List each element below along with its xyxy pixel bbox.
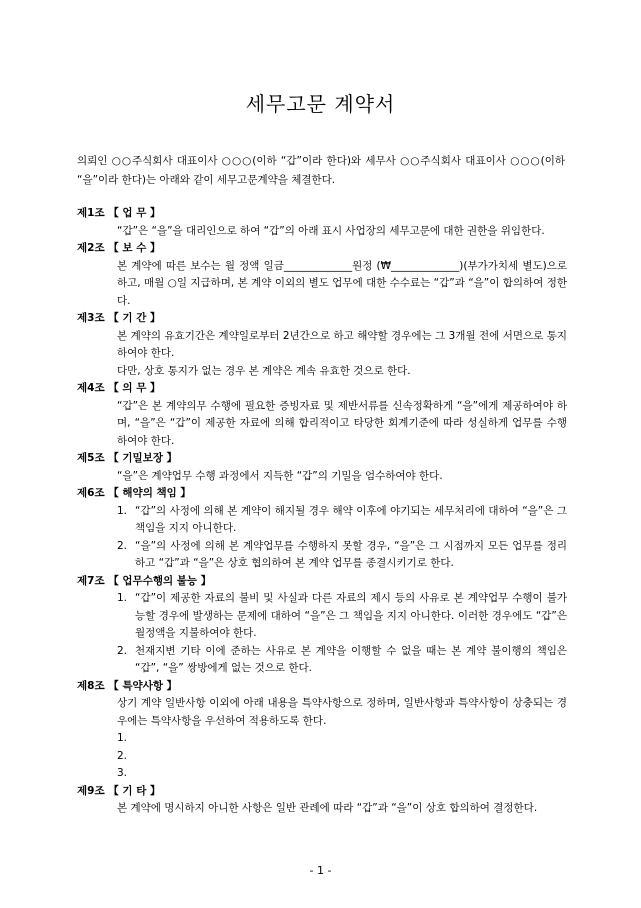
item-text	[135, 748, 567, 766]
article-body	[77, 258, 567, 311]
item-text: “을”의 사정에 의해 본 계약업무를 수행하지 못할 경우, “을”은 그 시점까지 모든 업무를 정리하고 “갑”과 “을”은 상호 협의하여 본 계약 업무를 종결시키기로 한다.	[135, 539, 567, 569]
article	[77, 450, 567, 485]
item-text: “갑”이 제공한 자료의 불비 및 사실과 다른 자료의 제시 등의 사유로 본 계약업무 수행이 불가능할 경우에 발생하는 문제에 대하여 “을”은 그 책임을 지지 아니한다. 이러한 경우에도 “갑”은 월정액을 지불하여야 한다.	[135, 592, 567, 639]
list-item	[117, 748, 567, 766]
article-title: 【 특약사항 】	[108, 679, 178, 692]
article	[77, 240, 567, 310]
article-paragraph: “을”은 계약업무 수행 과정에서 지득한 “갑”의 기밀을 엄수하여야 한다.	[117, 469, 443, 482]
list-item	[117, 503, 567, 538]
list-item	[117, 538, 567, 573]
list-item	[117, 643, 567, 678]
article-title: 【 해약의 책임 】	[108, 487, 191, 499]
article-title: 【 업무수행의 불능 】	[108, 574, 212, 587]
document-title: 세무고문 계약서	[245, 92, 396, 116]
article-number: 제3조	[77, 312, 105, 324]
article-title: 【 의 무 】	[108, 382, 161, 394]
article-heading	[77, 240, 567, 258]
item-number: 1.	[117, 592, 128, 604]
article-paragraph: 본 계약에 따른 보수는 월 정액 일금_____________원정 (₩_____________)(부가가치세 별도)으로 하고, 매월 ○일 지급하며, 본 계약 이외의 별도 업무에 대한 수수료는 “갑”과 “을”이 합의하여 정한다.	[117, 259, 567, 307]
article-body	[77, 590, 567, 678]
article-title: 【 기밀보장 】	[108, 452, 178, 464]
article-title: 【 기 간 】	[108, 312, 161, 324]
item-number: 2.	[117, 644, 128, 657]
article	[77, 573, 567, 678]
article-number: 제1조	[77, 207, 105, 219]
article-body	[77, 398, 567, 451]
article-number: 제9조	[77, 784, 105, 797]
article-body	[77, 800, 567, 818]
item-number: 1.	[117, 732, 128, 744]
item-text: 천재지변 기타 이에 준하는 사유로 본 계약을 이행할 수 없을 때는 본 계약 불이행의 책임은 “갑”, “을” 쌍방에게 없는 것으로 한다.	[135, 644, 567, 674]
article-number: 제6조	[77, 487, 105, 499]
article-heading	[77, 310, 567, 328]
article-title: 【 업 무 】	[108, 207, 161, 219]
item-text	[135, 730, 567, 748]
article-heading	[77, 485, 567, 503]
list-item	[117, 730, 567, 748]
intro-paragraph: 의뢰인 ○○주식회사 대표이사 ○○○(이하 “갑”이라 한다)와 세무사 ○○주식회사 대표이사 ○○○(이하 “을”이라 한다)는 아래와 같이 세무고문계약을 체결한다.	[77, 155, 565, 186]
article-body	[77, 223, 567, 241]
list-item	[117, 765, 567, 783]
article-heading	[77, 678, 567, 696]
article	[77, 678, 567, 783]
article-heading	[77, 573, 567, 591]
item-text	[135, 765, 567, 783]
article-title: 【 보 수 】	[108, 242, 161, 254]
article-number: 제5조	[77, 452, 105, 464]
item-number: 2.	[117, 749, 128, 762]
article	[77, 783, 567, 818]
article-body	[77, 503, 567, 573]
item-text: “갑”의 사정에 의해 본 계약이 해지될 경우 해약 이후에 야기되는 세무처리에 대하여 “을”은 그 책임을 지지 아니한다.	[135, 504, 567, 534]
article-items	[117, 730, 567, 783]
article	[77, 205, 567, 240]
article-body	[77, 328, 567, 381]
list-item	[117, 590, 567, 643]
article-paragraph: 다만, 상호 통지가 없는 경우 본 계약은 계속 유효한 것으로 한다.	[117, 364, 411, 377]
article-items	[117, 503, 567, 573]
article-number: 제4조	[77, 382, 105, 394]
article-paragraph: 상기 계약 일반사항 이외에 아래 내용을 특약사항으로 정하며, 일반사항과 특약사항이 상충되는 경우에는 특약사항을 우선하여 적용하도록 한다.	[117, 697, 567, 727]
item-number: 1.	[117, 504, 128, 517]
article-body	[77, 468, 567, 486]
article-number: 제7조	[77, 574, 105, 587]
article-paragraph: “갑”은 본 계약의무 수행에 필요한 증빙자료 및 제반서류를 신속정확하게 “을”에게 제공하여야 하며, “을”은 “갑”이 제공한 자료에 의해 합리적이고 타당한 회계기준에 따라 성실하게 업무를 수행하여야 한다.	[117, 399, 567, 447]
article-body	[77, 695, 567, 783]
article-number: 제2조	[77, 242, 105, 254]
article	[77, 310, 567, 380]
article-number: 제8조	[77, 679, 105, 692]
article-paragraph: “갑”은 “을”을 대리인으로 하여 “갑”의 아래 표시 사업장의 세무고문에 대한 권한을 위임한다.	[117, 224, 545, 237]
item-number: 3.	[117, 767, 128, 779]
article	[77, 380, 567, 450]
article	[77, 485, 567, 573]
article-paragraph: 본 계약에 명시하지 아니한 사항은 일반 관례에 따라 “갑”과 “을”이 상호 합의하여 결정한다.	[117, 802, 538, 814]
articles-list	[77, 205, 567, 818]
page-number: - 1 -	[309, 864, 332, 877]
article-heading	[77, 450, 567, 468]
article-heading	[77, 783, 567, 801]
item-number: 2.	[117, 539, 128, 552]
article-items	[117, 590, 567, 678]
article-paragraph: 본 계약의 유효기간은 계약일로부터 2년간으로 하고 해약할 경우에는 그 3개월 전에 서면으로 통지하여야 한다.	[117, 329, 567, 359]
article-heading	[77, 380, 567, 398]
article-title: 【 기 타 】	[108, 784, 161, 797]
article-heading	[77, 205, 567, 223]
